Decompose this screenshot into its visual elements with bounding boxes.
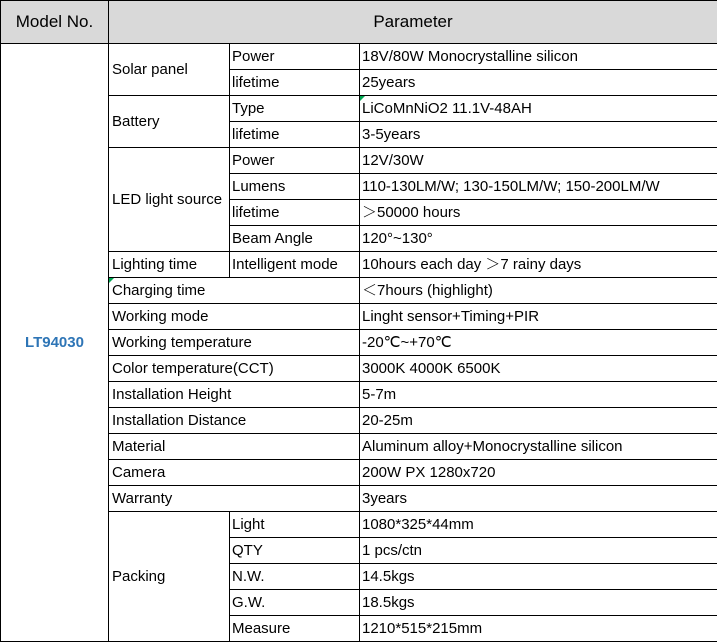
table-row (1, 330, 717, 356)
led-beam-angle-value: 120°~130° (360, 226, 717, 252)
material-label: Material (109, 434, 360, 460)
solar-lifetime-label: lifetime (230, 70, 360, 96)
solar-power-label: Power (230, 44, 360, 70)
table-row (1, 486, 717, 512)
color-temperature-value: 3000K 4000K 6500K (360, 356, 717, 382)
table-row (1, 356, 717, 382)
led-power-value: 12V/30W (360, 148, 717, 174)
table-row (1, 408, 717, 434)
packing-light-value: 1080*325*44mm (360, 512, 717, 538)
working-mode-label: Working mode (109, 304, 360, 330)
packing-light-label: Light (230, 512, 360, 538)
model-no-header: Model No. (1, 1, 109, 44)
packing-label: Packing (109, 512, 230, 642)
model-number: LT94030 (1, 44, 109, 642)
led-lifetime-value: ＞50000 hours (360, 200, 717, 226)
table-row (1, 148, 717, 174)
table-row (1, 434, 717, 460)
packing-nw-value: 14.5kgs (360, 564, 717, 590)
solar-power-value: 18V/80W Monocrystalline silicon (360, 44, 717, 70)
packing-qty-value: 1 pcs/ctn (360, 538, 717, 564)
table-row (1, 512, 717, 538)
led-light-source-label: LED light source (109, 148, 230, 252)
parameter-header: Parameter (109, 1, 717, 44)
table-row (1, 304, 717, 330)
working-mode-value: Linght sensor+Timing+PIR (360, 304, 717, 330)
table-row (1, 252, 717, 278)
solar-lifetime-value: 25years (360, 70, 717, 96)
solar-panel-label: Solar panel (109, 44, 230, 96)
intelligent-mode-label: Intelligent mode (230, 252, 360, 278)
battery-lifetime-value: 3-5years (360, 122, 717, 148)
working-temperature-label: Working temperature (109, 330, 360, 356)
material-value: Aluminum alloy+Monocrystalline silicon (360, 434, 717, 460)
packing-qty-label: QTY (230, 538, 360, 564)
table-row (1, 382, 717, 408)
lighting-time-label: Lighting time (109, 252, 230, 278)
installation-distance-label: Installation Distance (109, 408, 360, 434)
table-row (1, 96, 717, 122)
charging-time-value: ＜7hours (highlight) (360, 278, 717, 304)
table-row (1, 44, 717, 70)
color-temperature-label: Color temperature(CCT) (109, 356, 360, 382)
battery-type-label: Type (230, 96, 360, 122)
camera-value: 200W PX 1280x720 (360, 460, 717, 486)
charging-time-label: Charging time (109, 278, 360, 304)
battery-lifetime-label: lifetime (230, 122, 360, 148)
led-power-label: Power (230, 148, 360, 174)
packing-nw-label: N.W. (230, 564, 360, 590)
packing-gw-value: 18.5kgs (360, 590, 717, 616)
battery-label: Battery (109, 96, 230, 148)
working-temperature-value: -20℃~+70℃ (360, 330, 717, 356)
table-row (1, 278, 717, 304)
led-lumens-label: Lumens (230, 174, 360, 200)
header-row (1, 1, 717, 44)
installation-height-label: Installation Height (109, 382, 360, 408)
led-lifetime-label: lifetime (230, 200, 360, 226)
packing-measure-value: 1210*515*215mm (360, 616, 717, 642)
battery-type-value: LiCoMnNiO2 11.1V-48AH (360, 96, 717, 122)
installation-distance-value: 20-25m (360, 408, 717, 434)
packing-gw-label: G.W. (230, 590, 360, 616)
lighting-time-value: 10hours each day ＞7 rainy days (360, 252, 717, 278)
led-beam-angle-label: Beam Angle (230, 226, 360, 252)
warranty-value: 3years (360, 486, 717, 512)
packing-measure-label: Measure (230, 616, 360, 642)
table-row (1, 460, 717, 486)
warranty-label: Warranty (109, 486, 360, 512)
led-lumens-value: 110-130LM/W; 130-150LM/W; 150-200LM/W (360, 174, 717, 200)
installation-height-value: 5-7m (360, 382, 717, 408)
camera-label: Camera (109, 460, 360, 486)
